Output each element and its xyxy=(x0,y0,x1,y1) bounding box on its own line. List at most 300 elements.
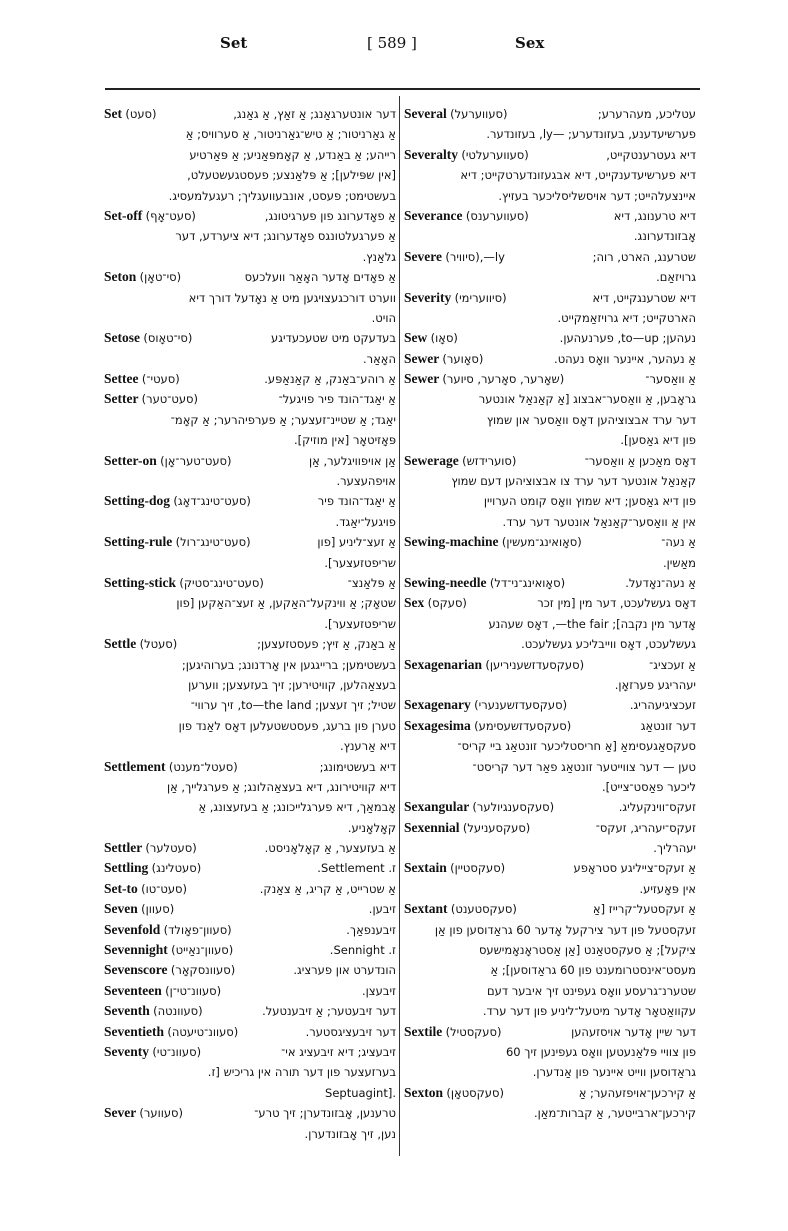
entry-line xyxy=(104,634,396,654)
entry-line xyxy=(404,858,696,878)
pronunciation: (סעווערעל) xyxy=(450,107,508,121)
pronunciation: (סעט־טער־אָן) xyxy=(160,453,232,468)
entry-line xyxy=(404,899,696,919)
entry-line xyxy=(104,491,396,511)
pronunciation: (סעווערענס) xyxy=(465,208,529,223)
continuation-line xyxy=(104,288,396,308)
definition-text: איינצעלהייט; דער אויסשליסליכער בעזיץ. xyxy=(498,188,696,203)
headword-text: Seven xyxy=(104,901,138,917)
definition-text: שטאָק; אַ ווינקעל־האַקען, אַ זעצ־האַקען [פון xyxy=(176,596,396,611)
pronunciation: (סעט־אָף) xyxy=(145,208,196,223)
headword-text: Settee xyxy=(104,371,139,387)
entry-line xyxy=(404,532,696,552)
definition-text: אַ באַנק, אַ זיץ; פעסטזעצען; xyxy=(257,637,396,652)
definition-text: דער שיין אָדער אויסזעהען xyxy=(571,1024,696,1039)
continuation-line xyxy=(404,430,696,450)
pronunciation: (סאָו) xyxy=(430,331,458,346)
continuation-line xyxy=(404,940,696,960)
definition-text: זיבענפאַך. xyxy=(346,922,396,937)
definition-text: פון צוויי פּלאַנעטען וואָס געפינען זיך 60 xyxy=(505,1044,696,1059)
definition-text: קאָלאָניע. xyxy=(347,820,396,835)
definition-text: יעהריגע פערזאָן. xyxy=(614,677,696,692)
entry-line xyxy=(104,757,396,777)
headword xyxy=(404,145,529,165)
definition-text: אַ יאַגד־הונד פיר פויגעל־ xyxy=(278,392,396,407)
pronunciation: (סיווערימי) xyxy=(454,290,507,305)
pronunciation: (סעוון) xyxy=(141,902,175,917)
headword xyxy=(404,655,584,675)
headword-text: Severance xyxy=(404,207,463,223)
pronunciation: (סעטל) xyxy=(139,637,178,652)
headword xyxy=(104,267,181,287)
continuation-line xyxy=(104,553,396,573)
definition-text: בעצאַהלען, קוויטירען; זיך בעזעצען; ווערען xyxy=(188,677,396,692)
entry-line xyxy=(104,838,396,858)
definition-text: קאַנאַל אונטער דער ערד צו אבצוציהען דעם שמוץ xyxy=(451,474,696,489)
definition-text: בערזעצער פון דער תורה אין גריכיש [ז. xyxy=(207,1065,396,1080)
definition-text: אַ פאָדערונג פון פערגיטונג, xyxy=(264,208,396,223)
continuation-line xyxy=(404,634,696,654)
continuation-line xyxy=(404,512,696,532)
continuation-line xyxy=(404,1103,696,1123)
pronunciation: (סאָואינג־ני־דל) xyxy=(489,575,566,590)
headword-text: Sewing-machine xyxy=(404,534,499,550)
headword-text: Sevenscore xyxy=(104,962,168,978)
headword-text: Setting-dog xyxy=(104,493,171,509)
definition-text: אַ וואַסער־ xyxy=(645,372,696,387)
headword xyxy=(104,206,196,226)
headword xyxy=(404,369,564,389)
definition-text: אַ נעה־ xyxy=(661,535,696,550)
headword-text: Sexennial xyxy=(404,819,460,835)
entry-line xyxy=(404,451,696,471)
pronunciation: (סעקסעדזשענערי) xyxy=(474,698,568,713)
definition-text: אַ זעקס־צייליגע סטראָפע xyxy=(573,861,696,876)
continuation-line xyxy=(104,308,396,328)
pronunciation: (סעקסטענט) xyxy=(450,902,517,917)
continuation-line xyxy=(404,879,696,899)
definition-text: יעהרליך. xyxy=(653,841,696,856)
definition-text: געשלעכט, דאָס ווייבליכע געשלעכט. xyxy=(521,637,696,652)
headword-text: Settlement xyxy=(104,758,166,774)
pronunciation: (סעוון־נאַייט) xyxy=(171,943,234,958)
definition-text: אַ פערגעלטונגס פאָדערונג; דיא ציערדע, דער xyxy=(175,229,396,244)
definition-text: שריפטזעצער]. xyxy=(324,616,396,631)
header-last-word: Sex xyxy=(515,34,545,52)
entry-line xyxy=(104,328,396,348)
pronunciation: (סעקסעניעל) xyxy=(462,820,531,835)
pronunciation: (שאָרער, סאָרער, סיוער) xyxy=(442,372,565,387)
entry-line xyxy=(104,899,396,919)
headword xyxy=(404,797,554,817)
definition-text: הונדערט און פערציג. xyxy=(293,963,396,978)
entry-line xyxy=(404,145,696,165)
pronunciation: (סי־טאָן) xyxy=(139,270,182,285)
pronunciation: (סעקסטיין) xyxy=(450,861,506,876)
definition-text: שטרענג, הארט, רוה; xyxy=(592,249,696,264)
definition-text: אַ קירכען־אויפזעהער; אַ xyxy=(578,1085,696,1100)
headword xyxy=(404,1022,501,1042)
continuation-line xyxy=(104,186,396,206)
definition-text: אַ זעצ־ליניע [פון xyxy=(317,535,396,550)
entry-line xyxy=(404,288,696,308)
definition-text: פויגעל־יאַגד. xyxy=(335,514,396,529)
definition-text: טערן פון ברעג, פעסטשטעלען דאָס לאַנד פון xyxy=(178,718,396,733)
headword-text: Settler xyxy=(104,840,142,856)
definition-text: זיבעצן. xyxy=(361,983,396,998)
entry-line xyxy=(104,920,396,940)
definition-text: זיבעציג; דיא זיבעציג אי־ xyxy=(281,1044,396,1059)
headword xyxy=(104,920,232,940)
headword-text: Setter-on xyxy=(104,452,157,468)
definition-text: ציקעל]; אַ סעקסטאַנט [אַן אַסטראָנאָמישעס xyxy=(478,943,696,958)
headword-text: Set xyxy=(104,106,122,121)
headword xyxy=(104,1042,201,1062)
headword xyxy=(104,491,251,511)
headword xyxy=(104,879,187,899)
continuation-line xyxy=(404,471,696,491)
continuation-line xyxy=(404,1062,696,1082)
definition-text: ליכער פאַסט־צייט]. xyxy=(601,779,696,794)
continuation-line xyxy=(104,512,396,532)
definition-text: שריפטזעצער]. xyxy=(324,555,396,570)
definition-text: מאַשין. xyxy=(662,555,696,570)
headword xyxy=(104,1103,183,1123)
headword-text: Sevennight xyxy=(104,942,168,958)
pronunciation: (סוערידזש) xyxy=(462,453,517,468)
headword xyxy=(104,858,201,878)
headword xyxy=(404,818,530,838)
definition-text: נעהען; to—up, פערנעהען. xyxy=(559,331,696,346)
headword-text: Sevenfold xyxy=(104,921,161,937)
definition-text: הויט. xyxy=(371,310,396,325)
headword-text: Severity xyxy=(404,289,452,305)
continuation-line xyxy=(104,430,396,450)
headword xyxy=(104,328,192,348)
continuation-line xyxy=(104,655,396,675)
pronunciation: (סעט־טינג־סטיק) xyxy=(179,575,264,590)
headword-text: Setting-rule xyxy=(104,534,173,550)
continuation-line xyxy=(104,247,396,267)
pronunciation: (סעקס) xyxy=(427,596,467,611)
entry-line xyxy=(404,797,696,817)
headword xyxy=(404,247,505,267)
pronunciation: (סעקסענגיולער) xyxy=(472,800,555,815)
continuation-line xyxy=(104,1124,396,1144)
definition-text: רייהע; אַ באַנדע, אַ קאָמפּאַניע; אַ פּאַרטיע xyxy=(189,147,396,162)
pronunciation: (סעוונ־טי) xyxy=(152,1044,202,1059)
pronunciation: (סעקסעדזשעניריען) xyxy=(485,657,585,672)
definition-text: פּאָזיטאָר [אין מוזיק]. xyxy=(293,433,396,448)
definition-text: אָבמאַך, דיא פערגלייכונג; אַ בעזעצונג, אַ xyxy=(198,800,396,815)
pronunciation: (סעוון־פאָולד) xyxy=(163,922,232,937)
definition-text: זעכציגיעהריג. xyxy=(629,698,696,713)
headword xyxy=(404,573,565,593)
entry-line xyxy=(404,655,696,675)
definition-text: ז. Settlement. xyxy=(317,861,396,876)
definition-text: אָבזונדערונג. xyxy=(633,229,696,244)
headword-text: Seventy xyxy=(104,1043,149,1059)
continuation-line xyxy=(104,1062,396,1082)
entry-line xyxy=(104,858,396,878)
definition-text: ווערט דורכגעצויגען מיט אַ נאָדעל דורך דיא xyxy=(188,290,396,305)
headword-text: Settling xyxy=(104,860,149,876)
entry-line xyxy=(404,593,696,613)
definition-text: סעקסאַגעסימאַ [אַ חריסטליכער זונטאַג ביי קריס־ xyxy=(457,739,696,754)
continuation-line xyxy=(104,1083,396,1103)
definition-text: אַ בעזעצער, אַ קאָלאָניסט. xyxy=(264,841,396,856)
continuation-line xyxy=(104,226,396,246)
definition-text: דער זיבעטער; אַ זיבענטעל. xyxy=(262,1004,396,1019)
definition-text: טען — דער צווייטער זונטאַג פאַר דער קריסט־ xyxy=(472,759,696,774)
definition-text: אַ גאַרניטור; אַ טיש־גאַרניטור, אַ סערוויס; אַ xyxy=(185,127,396,142)
pronunciation: (סעטי־) xyxy=(141,372,180,387)
headword-text: Severe xyxy=(404,248,442,264)
pronunciation: (סעווערעלטי) xyxy=(461,147,529,162)
headword-text: Sextant xyxy=(404,901,448,917)
headword xyxy=(404,858,505,878)
headword-text: Severalty xyxy=(404,146,458,162)
entry-line xyxy=(404,818,696,838)
continuation-line xyxy=(104,349,396,369)
definition-text: אַ נעה־נאָדעל. xyxy=(625,575,696,590)
definition-text: זיבען. xyxy=(368,902,396,917)
pronunciation: (סעטלער) xyxy=(145,841,197,856)
continuation-line xyxy=(404,1001,696,1021)
definition-text: אַ רוהע־באַנק, אַ קאַנאַפּע. xyxy=(264,372,396,387)
continuation-line xyxy=(404,186,696,206)
continuation-line xyxy=(404,410,696,430)
definition-text: אַ זעכציג־ xyxy=(649,657,696,672)
definition-text: [אין שפּילען]; אַ פּלאַנצע; פעסטגעשטעלט, xyxy=(187,168,396,183)
headword-text: Setting-stick xyxy=(104,574,176,590)
page-number: [ 589 ] xyxy=(367,34,417,52)
definition-text: יאַגד; אַ שטיינ־זעצער; אַ פערפיהרער; אַ קאָמ־ xyxy=(170,412,396,427)
entry-line xyxy=(404,1083,696,1103)
definition-text: טרענען, אָבזונדערן; זיך טרע־ xyxy=(254,1106,396,1121)
headword xyxy=(104,1022,238,1042)
definition-text: אַ זעקסטעל־קרייז [אַ xyxy=(592,902,696,917)
definition-text: אַ פּלאַנצ־ xyxy=(347,575,396,590)
running-header xyxy=(105,34,700,58)
pronunciation: (סעטל־מענט) xyxy=(168,759,238,774)
headword-text: Sextain xyxy=(404,860,447,876)
headword xyxy=(104,838,197,858)
definition-text: ז. Sennight. xyxy=(329,943,396,958)
headword xyxy=(104,981,221,1001)
definition-text: פון דיא גאַסען; דיא שמוץ וואָס קומט הערויין xyxy=(483,494,696,509)
entry-line xyxy=(104,1103,396,1123)
definition-text: דער ערד אבצוציהען דאָס וואַסער און שמוץ xyxy=(486,412,696,427)
continuation-line xyxy=(104,675,396,695)
definition-text: זעקס־ווינקעליג. xyxy=(618,800,696,815)
definition-text: פערשיעדענע, בעזונדערע; —ly, בעזונדער. xyxy=(486,127,696,142)
definition-text: אַן אויפוויגלער, אַן xyxy=(309,453,396,468)
definition-text: נען, זיך אָבזונדערן. xyxy=(304,1126,396,1141)
continuation-line xyxy=(404,1042,696,1062)
pronunciation: (סעקסטיל) xyxy=(445,1024,502,1039)
entry-line xyxy=(404,328,696,348)
entry-line xyxy=(104,940,396,960)
definition-text: פון דיא גאַסען]. xyxy=(620,433,696,448)
headword xyxy=(404,206,529,226)
continuation-line xyxy=(104,716,396,736)
headword-text: Sexagesima xyxy=(404,717,471,733)
continuation-line xyxy=(104,593,396,613)
definition-text: דער זונטאַג xyxy=(640,718,696,733)
headword-text: Sextile xyxy=(404,1023,443,1039)
continuation-line xyxy=(104,614,396,634)
pronunciation: (סעט־טו) xyxy=(141,881,187,896)
headword xyxy=(104,960,235,980)
continuation-line xyxy=(404,267,696,287)
continuation-line xyxy=(404,491,696,511)
entry-line xyxy=(104,369,396,389)
headword xyxy=(104,899,174,919)
headword-text: Sew xyxy=(404,330,428,346)
entry-line xyxy=(104,1042,396,1062)
headword-text: Seton xyxy=(104,269,137,285)
continuation-line xyxy=(404,308,696,328)
headword xyxy=(104,1001,203,1021)
entry-line xyxy=(104,389,396,409)
entry-line xyxy=(404,1022,696,1042)
headword-text: Settle xyxy=(104,636,137,652)
definition-text: אין פּאָעזיע. xyxy=(639,881,696,896)
definition-text: גראָבען, אַ וואַסער־אבצוג [אַ קאַנאַל אונטער xyxy=(478,392,696,407)
headword-text: Set-to xyxy=(104,880,138,896)
definition-text: שטיל; זיך זעצען; to—the land, זיך ערווי־ xyxy=(190,698,396,713)
continuation-line xyxy=(404,920,696,940)
headword-text: Sex xyxy=(404,595,425,611)
entry-line xyxy=(404,716,696,736)
definition-text: האָאַר. xyxy=(362,351,396,366)
definition-text: בעשטימען; ברייגגען אין אָרדנונג; בערוהיגען; xyxy=(181,657,396,672)
continuation-line xyxy=(404,736,696,756)
continuation-line xyxy=(104,145,396,165)
entry-line xyxy=(404,206,696,226)
continuation-line xyxy=(404,838,696,858)
headword xyxy=(404,451,516,471)
pronunciation: (סעט־טינג־דאָג) xyxy=(173,494,251,509)
headword xyxy=(404,532,582,552)
left-column xyxy=(104,104,396,1144)
headword-text: Sever xyxy=(104,1105,136,1121)
headword xyxy=(404,104,507,124)
continuation-line xyxy=(404,553,696,573)
definition-text: גרויזאַם. xyxy=(656,270,696,285)
headword xyxy=(404,328,458,348)
definition-text: אַ פאָדים אָדער האָאַר וועלכעס xyxy=(244,270,396,285)
definition-text: דיא געטרענטקייט, xyxy=(606,147,696,162)
pronunciation: (סעקסטאָן) xyxy=(446,1085,504,1100)
definition-text: .[Septuagint xyxy=(325,1085,396,1100)
column-divider xyxy=(399,96,400,1156)
headword xyxy=(404,593,467,613)
headword-text: Seventieth xyxy=(104,1023,164,1039)
definition-text: מעסט־אינסטרומענט פון 60 גראַדוסען]; אַ xyxy=(490,963,696,978)
header-rule xyxy=(105,88,700,90)
continuation-line xyxy=(104,471,396,491)
continuation-line xyxy=(404,226,696,246)
headword-text: Sewerage xyxy=(404,452,459,468)
headword xyxy=(404,695,567,715)
definition-text: בעשטימט; פעסט, אונבעוועגליך; רעגעלמעסיג. xyxy=(168,188,396,203)
definition-text: דיא פערשיעדענקייט, דיא אבגעזונדערטקייט; דיא xyxy=(460,168,696,183)
definition-text: זעקסטעל פון דער צירקעל אָדער 60 גראַדוסען פון אַן xyxy=(434,922,696,937)
definition-text: גראַדוסען ווייט איינער פון אַנדערן. xyxy=(532,1065,696,1080)
definition-text: דאָס מאַכען אַ וואַסער־ xyxy=(584,453,696,468)
headword-text: Setose xyxy=(104,330,140,346)
entry-line xyxy=(104,1022,396,1042)
pronunciation: (סעוונסקאָר) xyxy=(170,963,236,978)
definition-text: זעקס־יעהריג, זעקס־ xyxy=(595,820,696,835)
headword xyxy=(104,757,238,777)
continuation-line xyxy=(104,165,396,185)
continuation-line xyxy=(404,389,696,409)
entry-line xyxy=(104,267,396,287)
definition-text: אַ שטרייט, אַ קריג, אַ צאַנק. xyxy=(259,881,396,896)
entry-line xyxy=(404,104,696,124)
headword xyxy=(104,104,157,124)
headword-text: Sewer xyxy=(404,350,439,366)
definition-text: דיא שטרענגקייט, דיא xyxy=(592,290,696,305)
headword xyxy=(404,349,483,369)
definition-text: דער אונטערגאַנג; אַ זאַץ, אַ גאַנג, xyxy=(233,107,396,121)
entry-line xyxy=(104,879,396,899)
entry-line xyxy=(104,981,396,1001)
headword xyxy=(104,573,264,593)
headword xyxy=(104,634,177,654)
headword xyxy=(404,899,517,919)
right-column xyxy=(404,104,696,1124)
entry-line xyxy=(404,369,696,389)
definition-text: אויפהעצער. xyxy=(336,474,396,489)
headword-text: Sewer xyxy=(404,371,439,387)
definition-text: אַ יאַגד־הונד פיר xyxy=(317,494,396,509)
pronunciation: (סאָואינג־מעשין) xyxy=(501,535,582,550)
definition-text: קירכען־ארבייטער, אַ קברות־מאַן. xyxy=(534,1106,696,1121)
headword-text: Sexagenarian xyxy=(404,656,483,672)
continuation-line xyxy=(404,165,696,185)
continuation-line xyxy=(104,410,396,430)
headword-text: Sexton xyxy=(404,1084,444,1100)
entry-line xyxy=(404,247,696,267)
definition-text: שטערנ־גרעסע וואָס געפינט זיך איבער דעם xyxy=(486,983,696,998)
entry-line xyxy=(104,573,396,593)
definition-text: בעדעקט מיט שטעכעדיגע xyxy=(271,331,396,346)
pronunciation: (סעווער) xyxy=(139,1106,183,1121)
definition-text: דיא קוויטירונג, דיא בעצאַהלונג; אַ פערגלייך, אַן xyxy=(166,779,396,794)
continuation-line xyxy=(404,960,696,980)
headword xyxy=(104,451,232,471)
definition-text: דיא בעשטימונג; xyxy=(319,759,396,774)
continuation-line xyxy=(404,757,696,777)
headword-text: Sexangular xyxy=(404,799,470,815)
definition-text: אַ נעהער, איינער וואָס נעהט. xyxy=(554,351,696,366)
definition-text: דיא טרענונג, דיא xyxy=(613,208,696,223)
headword-text: Seventh xyxy=(104,1003,150,1019)
definition-text: הארטקייט; דיא גרויזאַמקייט. xyxy=(557,310,696,325)
continuation-line xyxy=(104,797,396,817)
entry-line xyxy=(104,1001,396,1021)
headword xyxy=(404,1083,504,1103)
definition-text: דער זיבעציגסטער. xyxy=(305,1024,396,1039)
headword xyxy=(404,716,571,736)
headword-text: Set-off xyxy=(104,207,143,223)
continuation-line xyxy=(404,124,696,144)
definition-text: דיא אַרענץ. xyxy=(339,739,396,754)
